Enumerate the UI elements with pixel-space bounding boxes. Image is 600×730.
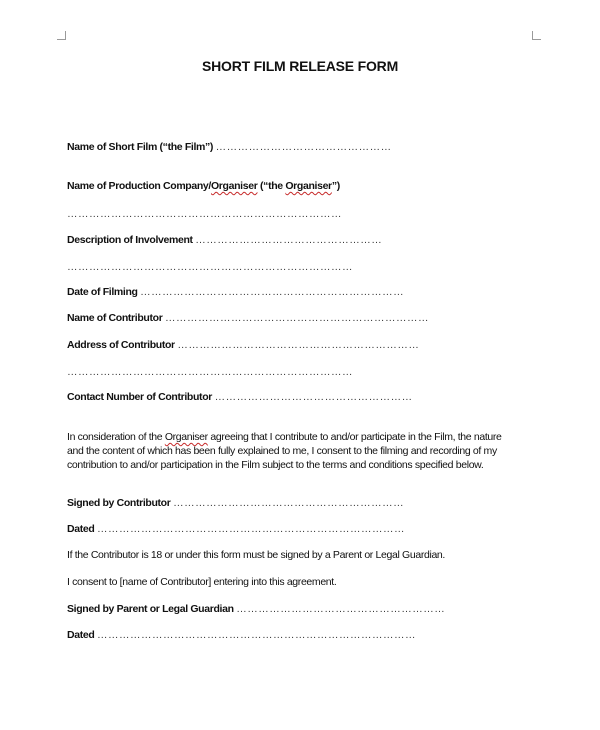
minor-notice: If the Contributor is 18 or under this form must be signed by a Parent or Legal Guardian. bbox=[67, 549, 445, 561]
field-production-company bbox=[67, 180, 340, 192]
field-label: Address of Contributor bbox=[67, 339, 175, 351]
field-label: Signed by Parent or Legal Guardian bbox=[67, 603, 234, 615]
page-corner-mark bbox=[532, 31, 541, 40]
field-contributor-contact[interactable] bbox=[67, 391, 413, 403]
field-signed-guardian[interactable] bbox=[67, 603, 445, 615]
field-blank[interactable]: ……………………………………………… bbox=[214, 391, 413, 403]
paragraph-text: and the content of which has been fully explained to me, I consent to the filming and recording of my bbox=[67, 445, 497, 457]
field-blank[interactable]: ………………………………………………………………………… bbox=[97, 523, 406, 535]
field-blank[interactable]: ……………………………………………………………… bbox=[140, 286, 405, 298]
field-signed-contributor[interactable] bbox=[67, 497, 404, 509]
field-label: Name of Production Company/ bbox=[67, 180, 211, 192]
page-title: SHORT FILM RELEASE FORM bbox=[201, 58, 399, 74]
consent-paragraph bbox=[67, 430, 537, 472]
field-blank[interactable]: ………………………………………… bbox=[215, 141, 392, 153]
field-involvement-blank[interactable]: …………………………………………………………………… bbox=[67, 261, 353, 273]
field-date-of-filming[interactable] bbox=[67, 286, 404, 298]
field-contributor-address-blank[interactable]: …………………………………………………………………… bbox=[67, 366, 353, 378]
field-blank[interactable]: …………………………………………… bbox=[195, 234, 383, 246]
field-label: Contact Number of Contributor bbox=[67, 391, 213, 403]
field-contributor-name[interactable] bbox=[67, 312, 429, 324]
spellcheck-word: Organiser bbox=[285, 180, 332, 192]
field-label: Name of Contributor bbox=[67, 312, 163, 324]
field-blank[interactable]: ……………………………………………………………… bbox=[165, 312, 430, 324]
field-label: ”) bbox=[331, 180, 340, 192]
page-corner-mark bbox=[57, 31, 66, 40]
spellcheck-word: Organiser bbox=[210, 180, 258, 192]
consent-line: I consent to [name of Contributor] entering into this agreement. bbox=[67, 576, 337, 588]
field-film-name[interactable] bbox=[67, 141, 392, 153]
field-blank[interactable]: ………………………………………………………… bbox=[177, 339, 420, 351]
field-blank[interactable]: …………………………………………………………………………… bbox=[97, 629, 417, 641]
field-label: Dated bbox=[67, 523, 95, 535]
paragraph-text: agreeing that I contribute to and/or participate in the Film, the nature bbox=[207, 431, 502, 443]
field-label: Signed by Contributor bbox=[67, 497, 171, 509]
field-contributor-address[interactable] bbox=[67, 339, 419, 351]
paragraph-text: contribution to and/or participation in the Film subject to the terms and conditions specified below. bbox=[67, 459, 484, 471]
field-dated-1[interactable] bbox=[67, 523, 405, 535]
field-label: Date of Filming bbox=[67, 286, 138, 298]
field-label: Dated bbox=[67, 629, 95, 641]
field-label: (“the bbox=[257, 180, 286, 192]
field-blank[interactable]: ……………………………………………………… bbox=[173, 497, 405, 509]
spellcheck-word: Organiser bbox=[164, 431, 208, 443]
field-involvement[interactable] bbox=[67, 234, 382, 246]
field-dated-2[interactable] bbox=[67, 629, 416, 641]
paragraph-text: In consideration of the bbox=[67, 431, 165, 443]
field-blank[interactable]: ………………………………………………… bbox=[236, 603, 446, 615]
field-production-company-blank[interactable]: ………………………………………………………………… bbox=[67, 208, 342, 220]
field-label: Name of Short Film (“the Film”) bbox=[67, 141, 214, 153]
field-label: Description of Involvement bbox=[67, 234, 193, 246]
